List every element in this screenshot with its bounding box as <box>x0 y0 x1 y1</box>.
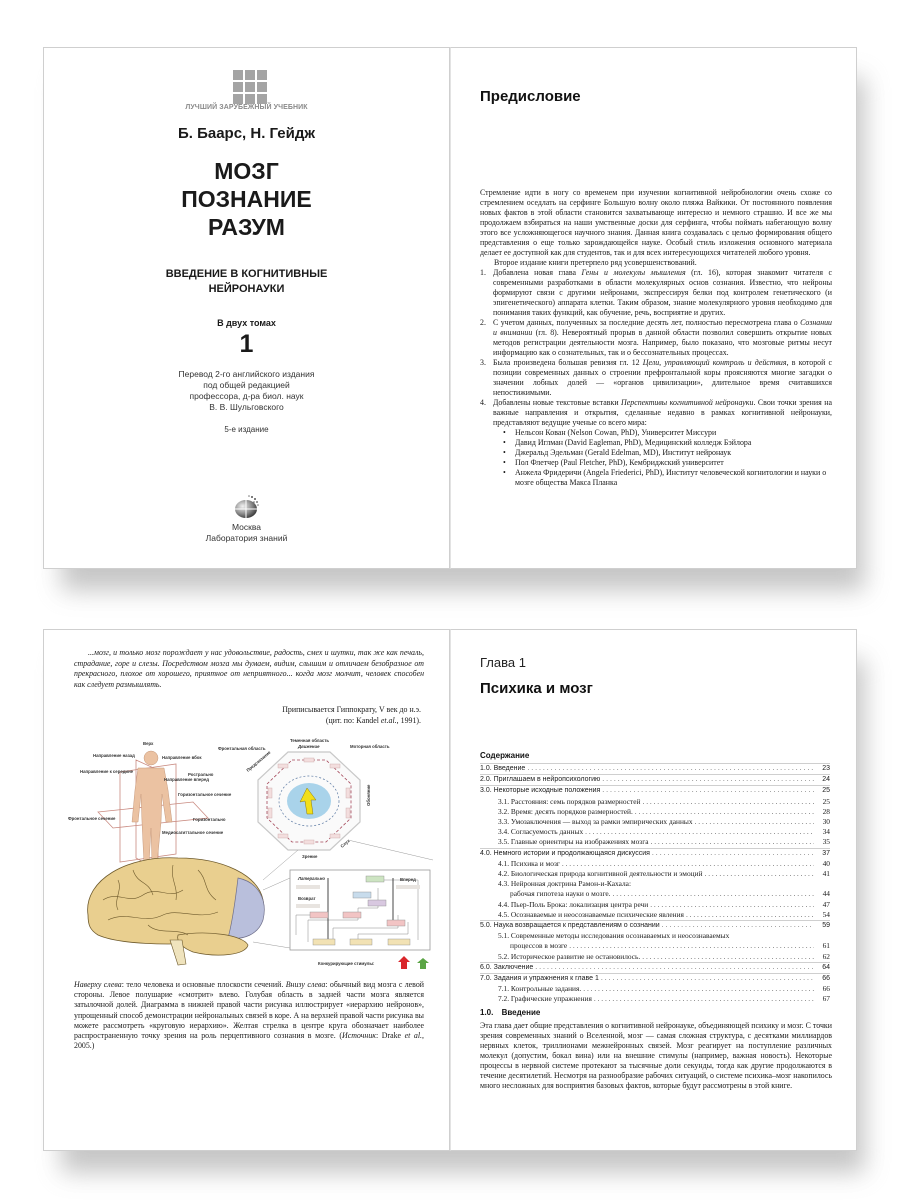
item-emphasis: Гены и молекулы мышления <box>581 268 686 277</box>
toc-entry-title: рабочая гипотеза науки о мозге. <box>510 889 611 899</box>
toc-entry-page: 62 <box>822 951 830 961</box>
volume-number: 1 <box>239 330 254 358</box>
preface-intro: Стремление идти в ногу со временем при изучении когнитивной нейробиологии очень схоже со стремлением оседлать на серфинге Большую волну около пляжа Вайкики. От постоянного появления новых фактов в этой области становится захватывающе интересно и немного страшно. И все же мы продолжаем взбираться на наши умственные доски для серфинга, чтобы поймать набегающую волну этого все усложняющегося научного знания. Данная книга создавалась с целью формирования общего представления о еще только зарождающейся науке. Особый стиль изложения основного материала делает ее доступной как для студентов, так и для всех интересующихся читателей любого уровня. <box>480 188 832 257</box>
toc-entry-title: 4.0. Немного истории и продолжающаяся дискуссия <box>480 849 650 857</box>
scientist-item: • Пол Флетчер (Paul Fletcher, PhD), Кембриджский университет <box>501 458 832 468</box>
globe-logo-icon <box>233 492 261 520</box>
toc-leader-dots <box>686 910 814 920</box>
toc-entry-page: 47 <box>822 899 830 909</box>
toc-entry-page: 30 <box>822 817 830 827</box>
toc-entry-title: 5.0. Наука возвращается к представлениям о сознании <box>480 922 660 930</box>
caption-emphasis: et al. <box>404 1031 423 1041</box>
toc-leader-dots <box>569 941 814 951</box>
title-line: МОЗГ <box>214 158 279 184</box>
caption-text: : тело человека и основные плоскости сечений. <box>121 980 286 989</box>
toc-entry-page: 25 <box>822 796 830 806</box>
toc-entry-page: 67 <box>822 994 830 1004</box>
chapter-title: Психика и мозг <box>480 680 593 697</box>
label-horizontal-section: Горизонтальное сечение <box>178 792 232 797</box>
toc-entry-page: 61 <box>822 941 830 951</box>
label-forward: Направление вперед <box>164 777 209 782</box>
toc-entry-title: 1.0. Введение <box>480 765 526 772</box>
label-parietal-area: Теменная область <box>290 738 330 743</box>
preface-page <box>450 47 857 569</box>
caption-emphasis: Наверху слева <box>74 980 122 989</box>
toc-entry <box>480 827 830 837</box>
brain-figure <box>58 730 438 970</box>
toc-leader-dots <box>651 837 814 847</box>
toc-entry-title: 5.1. Современные методы исследования осознаваемых и неосознаваемых <box>498 931 730 941</box>
toc-leader-dots <box>583 984 814 994</box>
translation-line: под общей редакцией <box>203 380 290 390</box>
toc-leader-dots <box>562 859 814 869</box>
section-body: Эта глава дает общие представления о когнитивной нейронауке, объединяющей психику и мозг. С точки зрения современных знаний о Вселенной, мозг — самая сложная структура, с десятками миллиардов нервных клеток, триллионами межнейронных связей. Мозг реагирует на поступление различных молекул (допустим, бокал вина) или на внешние стимулы (например, важная новость). Некоторые процессы в нервной системе протекают за тысячные доли секунды, тогда как другие продолжаются в течение десятилетий. Несмотря на разнообразие рабочих ситуаций, о системе психика–мозг накопилось много несложных для восприятия базовых фактов, которые будут рассмотрены в этой книге. <box>480 1021 832 1090</box>
toc-entry <box>480 994 830 1004</box>
toc-entry-title: 3.2. Время: десять порядков размерностей. <box>498 806 633 816</box>
toc-entry <box>480 797 830 807</box>
toc-entry-page: 54 <box>822 909 830 919</box>
toc-entry <box>480 785 830 796</box>
toc-leader-dots <box>652 849 814 859</box>
figure-caption <box>74 980 424 1051</box>
label-competing-stimuli: Конкурирующие стимулы: <box>318 961 375 966</box>
toc-entry-page: 66 <box>822 975 830 983</box>
citation-emphasis: et.al. <box>380 715 397 725</box>
toc-entry-title: 3.5. Главные ориентиры на изображениях мозга <box>498 837 649 847</box>
label-lateral: Латерально <box>298 876 326 881</box>
toc-entry-page: 64 <box>822 963 830 971</box>
toc-entry-title: 6.0. Заключение <box>480 963 534 971</box>
item-text: (гл. 16), которая знакомит читателя с современными разработками в области молекулярных основ сознания. Известно, что нейроны формируют связи с другими нейронами, экспрессируя белки под контролем генетического (и эпигенетического) аппарата клетки. Таким образом, знание молекулярного уровня необходимо для понимания таких функций, как обучение, речь, восприятие и других. <box>493 268 832 317</box>
chapter-label: Глава 1 <box>480 655 526 670</box>
caption-emphasis: Внизу слева <box>285 980 326 989</box>
toc-entry-page: 25 <box>822 787 830 795</box>
item-text: С учетом данных, полученных за последние десять лет, полностью пересмотрена глава о <box>493 318 801 327</box>
toc-entry <box>480 807 830 817</box>
toc-entry-title: 3.3. Умозаключения — выход за рамки эмпирических данных <box>498 817 693 827</box>
improvement-item <box>480 268 832 318</box>
caption-text: : обычный вид мозга с левой стороны. Левое полушарие «смотрит» влево. Голубая область в задней части мозга является затылочной долей. Диаграмма в нижней правой части рисунка иллюстрирует «иерархию нейронов», упрощенный способ демонстрации нейрональных связей в коре. А на верхней правой части рисунка вы можете рассмотреть «круговую иерархию». Желтая стрелка в центре круга обозначает наиболее распространенную точку зрения на роль перцептивного сознания в мозге. ( <box>74 980 425 1041</box>
toc-entry-page: 66 <box>822 984 830 994</box>
label-return: Возврат <box>298 896 316 901</box>
label-rostral: Рострально <box>188 772 214 777</box>
toc-entry-title: 3.0. Некоторые исходные положения <box>480 787 601 795</box>
item-text: Была произведена большая ревизия гл. 12 <box>493 358 643 367</box>
caption-emphasis: Источник <box>342 1031 376 1041</box>
toc-leader-dots <box>662 921 814 931</box>
label-horizontal: Горизонтально <box>193 817 226 822</box>
toc-leader-dots <box>613 889 814 899</box>
toc-entry <box>480 879 830 889</box>
book-subtitle <box>44 267 449 297</box>
toc-heading: Содержание <box>480 751 530 760</box>
toc-leader-dots <box>695 817 814 827</box>
translation-line: Перевод 2-го английского издания <box>178 369 315 379</box>
label-vision: Зрение <box>302 854 318 859</box>
improvements-list <box>480 268 832 488</box>
scientist-item: • Давид Иглман (David Eagleman, PhD), Медицинский колледж Бэйлора <box>501 438 832 448</box>
book-authors: Б. Баарс, Н. Гейдж <box>177 125 316 142</box>
title-page <box>43 47 450 569</box>
circular-hierarchy-diagram <box>258 752 360 850</box>
title-line: РАЗУМ <box>208 214 285 240</box>
toc-entry <box>480 869 830 879</box>
preface-heading: Предисловие <box>480 88 581 105</box>
translation-line: профессора, д-ра биол. наук <box>189 391 304 401</box>
section-heading: 1.0. Введение <box>480 1008 541 1017</box>
toc-entry-title: 7.0. Задания и упражнения к главе 1 <box>480 975 599 983</box>
toc-leader-dots <box>602 786 814 796</box>
label-side: Направление вбок <box>162 755 202 760</box>
toc-entry-title: 7.1. Контрольные задания. <box>498 984 582 994</box>
improvement-item <box>480 398 832 488</box>
green-stimulus-arrow-icon <box>417 958 429 969</box>
toc-entry <box>480 837 830 847</box>
toc-leader-dots <box>705 869 814 879</box>
scientists-list <box>493 428 832 488</box>
figure-illustration <box>58 730 438 970</box>
label-prediction: Предсказание <box>245 749 272 773</box>
toc-entry-page: 59 <box>822 922 830 930</box>
toc-entry-page: 34 <box>822 827 830 837</box>
toc-entry <box>480 763 830 774</box>
label-motion: Движение <box>298 744 320 749</box>
item-text: . Свои точки зрения на важные направления и открытия, сделанные недавно в рамках когнитивной нейронауки, представляют ведущие ученые со всего мира: <box>493 398 832 427</box>
red-stimulus-arrow-icon <box>398 956 410 969</box>
toc-leader-dots <box>602 775 814 785</box>
improvement-item <box>480 318 832 358</box>
toc-entry-page: 28 <box>822 806 830 816</box>
toc-entry <box>480 774 830 785</box>
toc-leader-dots <box>535 963 814 973</box>
item-number: 3. <box>480 358 486 367</box>
toc-entry <box>480 931 830 941</box>
citation-text: (цит. по: Kandel <box>325 715 381 725</box>
toc-entry-title: 7.2. Графические упражнения <box>498 994 592 1004</box>
toc-entry-title: процессов в мозге <box>510 941 568 951</box>
preface-second-edition: Второе издание книги претерпело ряд усовершенствований. <box>494 258 697 267</box>
label-smell: Обоняние <box>366 784 371 806</box>
edition-label: 5-е издание <box>224 425 269 434</box>
toc-entry <box>480 900 830 910</box>
top-spread <box>43 47 857 569</box>
toc-entry-page: 41 <box>822 869 830 879</box>
table-of-contents <box>480 763 830 1005</box>
item-text: (гл. 8). Невероятный прорыв в данной области позволил совершить открытие новых методов регистрации деятельности мозга. Например, было показано, что мозговые ритмы несут информацию как о сознательных, так и о бессознательных процессах. <box>493 328 832 357</box>
toc-entry <box>480 817 830 827</box>
volumes-label: В двух томах <box>217 318 276 328</box>
brain-illustration <box>88 858 265 965</box>
grid-logo-icon <box>233 70 267 104</box>
toc-entry-page: 37 <box>822 849 830 857</box>
toc-entry-page: 24 <box>822 776 830 784</box>
label-forward-short: Вперед <box>400 877 416 882</box>
toc-entry-title: 4.3. Нейронная доктрина Рамон-и-Кахала: <box>498 879 632 889</box>
citation-text: , 1991). <box>396 715 421 725</box>
toc-entry-title: 4.2. Биологическая природа когнитивной деятельности и эмоций <box>498 869 703 879</box>
scientist-item: • Анжела Фридеричи (Angela Friederici, PhD), Институт человеческой когнитологии и науки о мозге общества Макса Планка <box>501 468 832 488</box>
toc-entry-title: 3.1. Расстояния: семь порядков размерностей <box>498 796 641 806</box>
improvement-item <box>480 358 832 398</box>
toc-entry <box>480 920 830 931</box>
label-to-center: Направление к середине <box>80 769 134 774</box>
toc-entry-title: 5.2. Историческое развитие не остановилось. <box>498 951 641 961</box>
preface-body <box>480 188 832 488</box>
subtitle-line: ВВЕДЕНИЕ В КОГНИТИВНЫЕ <box>165 268 328 280</box>
item-emphasis: Цели, управляющий контроль и действия <box>642 358 787 367</box>
toc-leader-dots <box>594 994 814 1004</box>
toc-leader-dots <box>642 952 814 962</box>
subtitle-line: НЕЙРОНАУКИ <box>208 283 285 295</box>
translation-note <box>44 369 449 413</box>
book-title <box>44 157 449 241</box>
toc-entry-title: 3.4. Согласуемость данных <box>498 827 584 837</box>
figure-page <box>43 629 450 1151</box>
toc-entry <box>480 889 830 899</box>
toc-leader-dots <box>585 827 814 837</box>
attribution-line <box>282 716 421 727</box>
scientist-item: • Джеральд Эдельман (Gerald Edelman, MD), Институт нейронаук <box>501 448 832 458</box>
toc-leader-dots <box>635 807 814 817</box>
toc-entry-title: 4.5. Осознаваемые и неосознаваемые психические явления <box>498 909 684 919</box>
publisher-city: Москва <box>231 522 262 532</box>
item-emphasis: Сознании и внимании <box>493 318 832 337</box>
publisher-info <box>44 522 449 544</box>
item-text: Добавлена новая глава <box>493 268 582 277</box>
caption-text: : Drake <box>375 1031 405 1041</box>
toc-leader-dots <box>601 974 814 984</box>
item-number: 4. <box>480 398 486 407</box>
label-top: Верх <box>143 741 154 746</box>
item-text: Добавлены новые текстовые вставки <box>493 398 622 407</box>
epigraph: ...мозг, и только мозг порождает у нас удовольствие, радость, смех и шутки, так же как печаль, страдание, горе и слезы. Посредством мозга мы думаем, видим, слышим и отличаем безобразное от прекрасного, плохое от хорошего, приятное от неприятного... когда мозг молчит, человек способен как следует размышлять. <box>74 648 424 689</box>
item-text: , в которой с позиции современных данных о строении префронтальной коры проясняются многие загадки о значении лобных долей — «органов цивилизации», длительное время считавшихся непостижимыми. <box>493 358 832 397</box>
attribution-line: Приписывается Гиппократу, V век до н.э. <box>282 705 421 714</box>
label-frontal-area: Фронтальная область <box>218 746 266 751</box>
toc-entry-page: 23 <box>822 765 830 772</box>
toc-entry-title: 4.1. Психика и мозг <box>498 858 560 868</box>
neuron-hierarchy-diagram <box>290 870 430 950</box>
title-line: ПОЗНАНИЕ <box>181 186 312 212</box>
toc-entry <box>480 962 830 973</box>
caption-text: , 2005.) <box>74 1031 424 1051</box>
publisher-name: Лаборатория знаний <box>205 533 288 543</box>
toc-entry <box>480 941 830 951</box>
epigraph-attribution <box>282 705 421 726</box>
label-back: Направление назад <box>93 753 135 758</box>
label-hearing: Слух <box>339 838 351 849</box>
toc-entry <box>480 848 830 859</box>
toc-entry-title: 2.0. Приглашаем в нейропсихологию <box>480 776 601 784</box>
label-midsagittal: Медиосагиттальное сечение <box>162 830 224 835</box>
toc-entry-page: 35 <box>822 837 830 847</box>
toc-entry-title: 4.4. Пьер-Поль Брока: локализация центра речи <box>498 899 649 909</box>
toc-entry <box>480 952 830 962</box>
toc-leader-dots <box>527 764 814 774</box>
toc-entry <box>480 910 830 920</box>
label-frontal-section: Фронтальное сечение <box>68 816 116 821</box>
item-emphasis: Перспективы когнитивной нейронауки <box>621 398 754 407</box>
item-number: 2. <box>480 318 486 327</box>
toc-leader-dots <box>650 900 814 910</box>
translation-line: В. В. Шульговского <box>209 402 284 412</box>
toc-leader-dots <box>643 797 814 807</box>
scientist-item: • Нельсон Кован (Nelson Cowan, PhD), Университет Миссури <box>501 428 832 438</box>
series-name: ЛУЧШИЙ ЗАРУБЕЖНЫЙ УЧЕБНИК <box>185 104 308 111</box>
toc-entry <box>480 973 830 984</box>
toc-entry <box>480 984 830 994</box>
toc-entry-page: 40 <box>822 858 830 868</box>
bottom-spread <box>43 629 857 1151</box>
toc-entry <box>480 859 830 869</box>
item-number: 1. <box>480 268 486 277</box>
chapter-page <box>450 629 857 1151</box>
toc-entry-page: 44 <box>822 889 830 899</box>
label-motor-area: Моторная область <box>350 744 390 749</box>
